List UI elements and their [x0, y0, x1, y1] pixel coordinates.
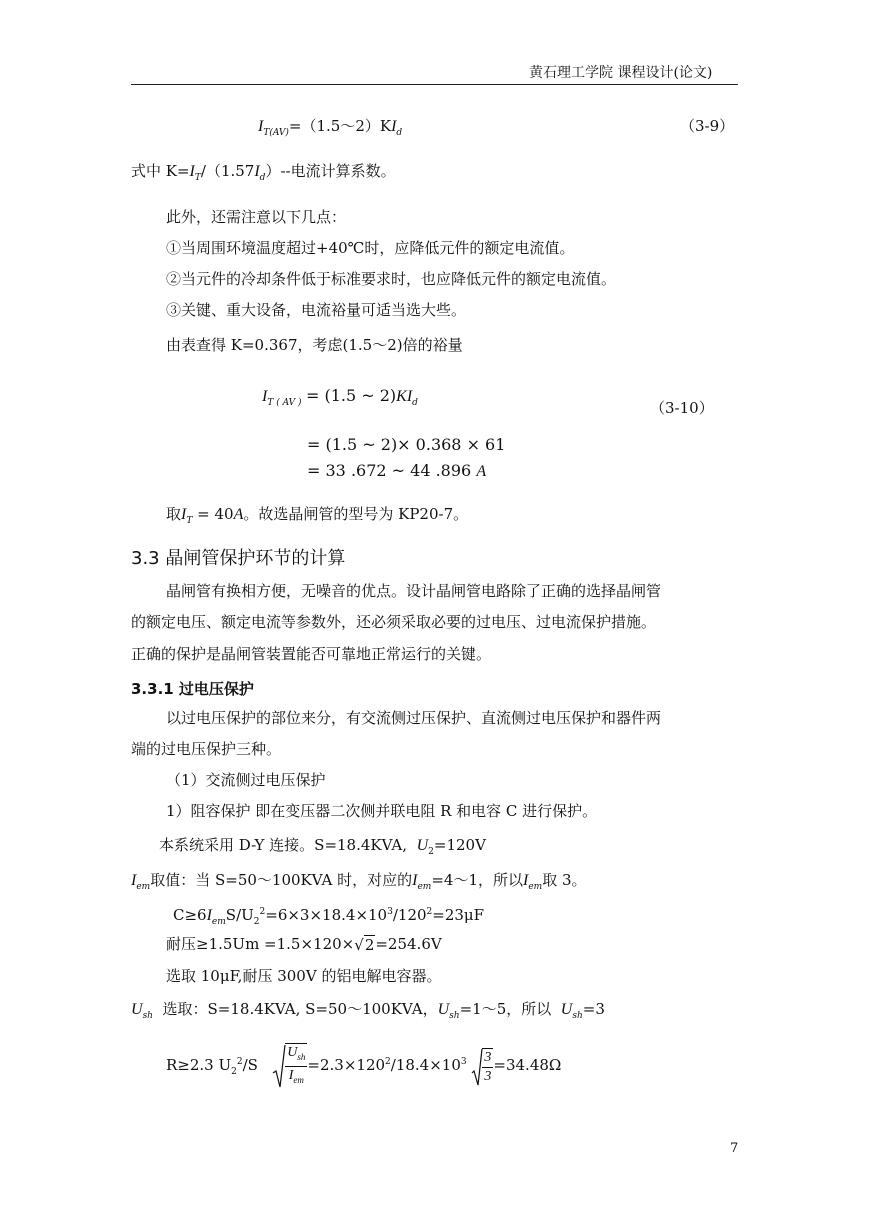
choose-suffix: 。故选晶闸管的型号为 KP20-7。 [243, 505, 469, 523]
iem-line-a: 取值：当 S=50～100KVA 时，对应的 [150, 871, 413, 889]
choose-mid: = 40 [192, 505, 234, 523]
r-c: =2.3×120 [307, 1056, 386, 1074]
rc-protection-line: 1）阻容保护 即在变压器二次侧并联电阻 R 和电容 C 进行保护。 [166, 802, 598, 820]
subsection-ac-side: （1）交流侧过电压保护 [166, 771, 326, 789]
sup-2: 2 [236, 1057, 243, 1067]
volt-a: 耐压≥1.5Um =1.5×120× [166, 935, 355, 953]
r-a: R≥2.3 U [166, 1056, 232, 1074]
sub-em: em [528, 882, 543, 892]
radical-sign [272, 1043, 286, 1089]
var-I: I [262, 388, 268, 405]
paragraph-line: 晶闸管有换相方便，无噪音的优点。设计晶闸管电路除了正确的选择晶闸管 [166, 582, 662, 600]
section-heading-3-3-1: 3.3.1 过电压保护 [131, 680, 254, 698]
sub-em: em [211, 917, 226, 927]
sub-2: 2 [428, 847, 434, 857]
page-header: 黄石理工学院 课程设计(论文) [529, 65, 713, 81]
var-I: I [131, 872, 137, 889]
equation-3-10-line2: = (1.5 ~ 2)× 0.368 × 61 [307, 435, 506, 454]
cap-e: =23μF [432, 906, 485, 924]
iem-value-line [131, 870, 587, 897]
sub-d: d [396, 128, 403, 138]
capacitance-line [173, 902, 484, 932]
var-I: I [412, 872, 418, 889]
eq-3-9-body: =（1.5～2）K [288, 117, 392, 135]
ush-selection-line [131, 999, 605, 1026]
paragraph-line: 端的过电压保护三种。 [131, 740, 282, 758]
var-I: I [254, 163, 260, 180]
note-item-1: ①当周围环境温度超过+40℃时，应降低元件的额定电流值。 [166, 239, 575, 257]
paragraph-line: 以过电压保护的部位来分，有交流侧过压保护、直流侧过电压保护和器件两 [166, 709, 662, 727]
where-mid: /（1.57 [200, 162, 255, 180]
sup-2: 2 [426, 907, 433, 917]
note-item-2: ②当元件的冷却条件低于标准要求时，也应降低元件的额定电流值。 [166, 270, 617, 288]
where-suffix: ）--电流计算系数。 [265, 162, 396, 180]
section-heading-3-3: 3.3 晶闸管保护环节的计算 [131, 548, 346, 569]
eq-3-10-line3-value: = 33 .672 ~ 44 .896 [307, 461, 472, 480]
r-b: /S [242, 1056, 258, 1074]
sqrt-sign: √2 [354, 936, 375, 954]
volt-c: =254.6V [375, 935, 442, 953]
choose-prefix: 取 [166, 505, 182, 523]
sub-2: 2 [231, 1067, 237, 1077]
where-prefix: 式中 K= [131, 162, 190, 180]
r-e: =34.48Ω [493, 1056, 562, 1074]
sub-T-AV: T(AV) [263, 128, 289, 138]
coefficient-definition [131, 161, 396, 188]
cap-d: /120 [392, 906, 427, 924]
lookup-line: 由表查得 K=0.367，考虑(1.5～2)倍的裕量 [166, 336, 463, 354]
sub-d: d [259, 173, 266, 183]
fraction [285, 1043, 307, 1089]
withstand-voltage-line [166, 934, 442, 955]
sub-T-AV: T ( AV ) [267, 397, 302, 408]
resistance-formula [166, 1042, 561, 1092]
sup-3: 3 [387, 907, 393, 917]
sub-T: T [194, 173, 201, 183]
notes-intro: 此外，还需注意以下几点： [166, 208, 347, 226]
system-connection-line [159, 835, 486, 862]
paragraph-line: 的额定电压、额定电流等参数外，还必须采取必要的过电压、过电流保护措施。 [131, 613, 657, 631]
paragraph-line: 正确的保护是晶闸管装置能否可靠地正常运行的关键。 [131, 645, 492, 663]
system-suffix: =120V [433, 836, 486, 854]
sub-2: 2 [253, 917, 260, 927]
sub-sh: sh [142, 1011, 153, 1021]
eq-3-10-line1-body: = (1.5 ~ 2) [305, 386, 397, 405]
system-prefix: 本系统采用 D-Y 连接。S=18.4KVA, [159, 836, 408, 854]
fraction [482, 1048, 493, 1086]
sub-d: d [412, 397, 418, 408]
cap-b: S/U [225, 906, 254, 924]
ush-a: 选取：S=18.4KVA, S=50～100KVA， [162, 1000, 438, 1018]
sub-em: em [136, 882, 151, 892]
sqrt-three-over-three [471, 1046, 493, 1087]
equation-3-10-line3 [307, 461, 486, 481]
sup-2: 2 [385, 1057, 391, 1067]
iem-line-c: 取 3。 [542, 871, 587, 889]
page-number: 7 [730, 1141, 739, 1156]
fraction-numerator: $U_{sh}$ [285, 1044, 307, 1067]
fraction-numerator: 3 [482, 1049, 493, 1068]
cap-c: =6×3×18.4×10 [265, 906, 388, 924]
sqrt-radicand: 2 [364, 936, 375, 954]
cap-a: C≥6 [173, 906, 207, 924]
var-I: I [206, 907, 212, 924]
equation-3-9 [258, 116, 402, 143]
note-item-3: ③关键、重大设备，电流裕量可适当选大些。 [166, 301, 467, 319]
equation-number-3-10: （3-10） [650, 399, 714, 417]
sub-em: em [417, 882, 432, 892]
header-rule [131, 84, 738, 85]
r-d: /18.4×10 [390, 1056, 461, 1074]
sub-sh: sh [572, 1011, 583, 1021]
var-I: I [523, 872, 529, 889]
var-I: I [189, 163, 195, 180]
ush-b: =1～5，所以 [459, 1000, 552, 1018]
unit-A: A [476, 463, 487, 480]
var-U: U [131, 1001, 143, 1018]
sup-2: 2 [259, 907, 266, 917]
eq-3-10-KI: KI [396, 388, 413, 405]
var-I: I [181, 506, 187, 523]
thyristor-choice [166, 504, 468, 531]
equation-3-10-line1 [262, 386, 418, 408]
var-I: I [258, 118, 264, 135]
var-U: U [560, 1001, 573, 1018]
sub-T: T [186, 516, 193, 526]
fraction-denominator: 3 [484, 1068, 492, 1084]
iem-line-b: =4～1，所以 [431, 871, 524, 889]
capacitor-choice-line: 选取 10μF,耐压 300V 的铝电解电容器。 [166, 967, 442, 985]
fraction-denominator: $I_{em}$ [288, 1068, 304, 1085]
unit-A: A [233, 506, 244, 523]
var-U: U [416, 837, 429, 854]
sup-3: 3 [460, 1057, 467, 1067]
ush-c: =3 [582, 1000, 605, 1018]
var-U: U [437, 1001, 450, 1018]
equation-number-3-9: （3-9） [680, 117, 735, 135]
sub-sh: sh [449, 1011, 460, 1021]
sqrt-ush-over-iem [272, 1043, 307, 1089]
var-I: I [391, 118, 397, 135]
